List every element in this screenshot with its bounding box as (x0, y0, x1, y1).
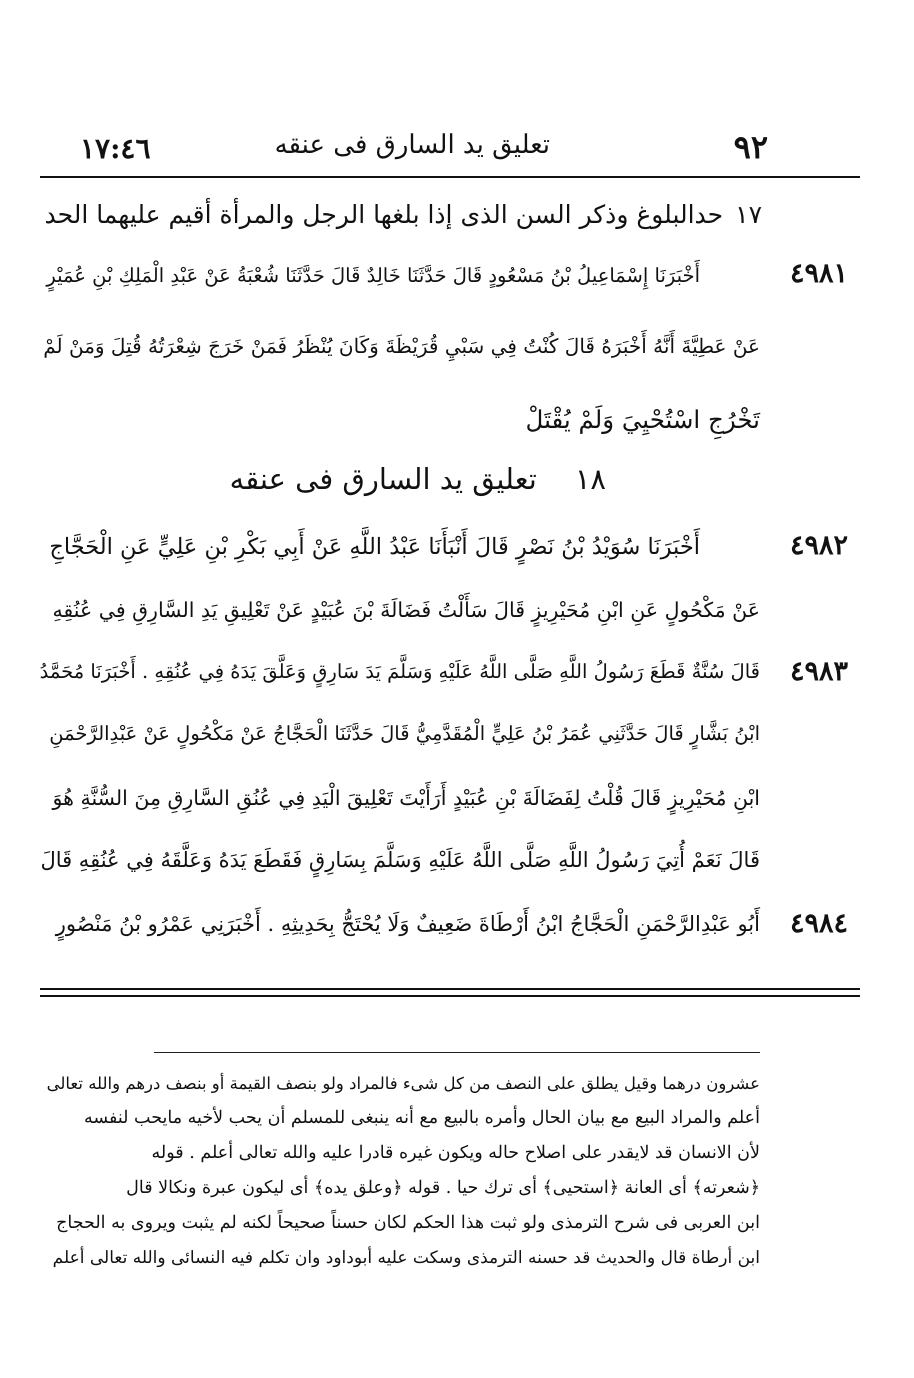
text-line: عَنْ مَكْحُولٍ عَنِ ابْنِ مُحَيْرِيزٍ قَالَ سَأَلْتُ فَضَالَةَ بْنَ عُبَيْدٍ عَنْ تَعْلِيقِ يَدِ السَّارِقِ فِي عُنُقِهِ (52, 598, 760, 622)
chapter-title: حدالبلوغ وذكر السن الذى إذا بلغها الرجل والمرأة أقيم عليهما الحد (44, 200, 724, 229)
text-line: عَنْ عَطِيَّةَ أَنَّهُ أَخْبَرَهُ قَالَ كُنْتُ فِي سَبْيِ قُرَيْظَةَ وَكَانَ يُنْظَرُ فَمَنْ خَرَجَ شِعْرَتُهُ قُتِلَ وَمَنْ لَمْ (43, 334, 760, 358)
text-line: أَخْبَرَنَا سُوَيْدُ بْنُ نَصْرٍ قَالَ أَنْبَأَنَا عَبْدُ اللَّهِ عَنْ أَبِي بَكْرِ بْنِ عَلِيٍّ عَنِ الْحَجَّاجِ (49, 534, 700, 560)
section-reference: ١٧:٤٦ (80, 132, 151, 165)
footnote-line: ابن أرطاة قال والحديث قد حسنه الترمذى وسكت عليه أبوداود وان تكلم فيه النسائى والله تعالى أعلم (52, 1248, 760, 1268)
hadith-number: ٤٩٨١ (789, 258, 848, 289)
hadith-number: ٤٩٨٤ (789, 908, 848, 939)
text-line: قَالَ سُنَّةٌ قَطَعَ رَسُولُ اللَّهِ صَلَّى اللَّهُ عَلَيْهِ وَسَلَّمَ يَدَ سَارِقٍ وَعَلَّقَ يَدَهُ فِي عُنُقِهِ . أَخْبَرَنَا مُحَمَّدُ (39, 660, 760, 683)
text-line: أَخْبَرَنَا إِسْمَاعِيلُ بْنُ مَسْعُودٍ قَالَ حَدَّثَنَا خَالِدٌ قَالَ حَدَّثَنَا شُعْبَةُ عَنْ عَبْدِ الْمَلِكِ بْنِ عُمَيْرٍ (46, 264, 700, 287)
header-rule (40, 176, 860, 178)
footnote-line: أعلم والمراد البيع مع بيان الحال وأمره بالبيع مع أنه ينبغى للمسلم أن يحب لأخيه مايحب لنفسه (84, 1108, 760, 1128)
chapter-heading (44, 200, 762, 229)
footnote-rule (154, 1052, 760, 1053)
double-rule-top (40, 988, 860, 990)
text-line: ابْنُ بَشَّارٍ قَالَ حَدَّثَنِي عُمَرُ بْنُ عَلِيٍّ الْمُقَدَّمِيُّ قَالَ حَدَّثَنَا الْحَجَّاجُ عَنْ مَكْحُولٍ عَنْ عَبْدِالرَّحْمَنِ (49, 722, 760, 745)
page-number: ٩٢ (733, 128, 768, 166)
running-title: تعليق يد السارق فى عنقه (274, 130, 550, 160)
chapter-heading (230, 462, 606, 496)
text-line: ابْنِ مُحَيْرِيزٍ قَالَ قُلْتُ لِفَضَالَةَ بْنِ عُبَيْدٍ أَرَأَيْتَ تَعْلِيقَ الْيَدِ فِي عُنُقِ السَّارِقِ مِنَ السُّنَّةِ هُوَ (52, 786, 760, 810)
chapter-number: ١٧ (735, 200, 762, 229)
footnote-line: عشرون درهما وقيل يطلق على النصف من كل شىء فالمراد ولو بنصف القيمة أو بنصف درهم والله تعالى (46, 1074, 760, 1093)
footnote-line: لأن الانسان قد لايقدر على اصلاح حاله ويكون غيره قادرا عليه والله تعالى أعلم . قوله (151, 1143, 760, 1163)
text-line: قَالَ نَعَمْ أُتِيَ رَسُولُ اللَّهِ صَلَّى اللَّهُ عَلَيْهِ وَسَلَّمَ بِسَارِقٍ فَقَطَعَ يَدَهُ وَعَلَّقَهُ فِي عُنُقِهِ قَالَ (40, 848, 760, 872)
footnote-line: ﴿شعرته﴾ أى العانة ﴿استحيى﴾ أى ترك حيا . قوله ﴿وعلق يده﴾ أى ليكون عبرة ونكالا قال (126, 1178, 760, 1198)
text-line: تَخْرُجِ اسْتُحْيِيَ وَلَمْ يُقْتَلْ (525, 405, 760, 434)
footnote-line: ابن العربى فى شرح الترمذى ولو ثبت هذا الحكم لكان حسناً صحيحاً لكنه لم يثبت ويروى به الحجاج (56, 1213, 760, 1233)
chapter-number: ١٨ (574, 462, 606, 496)
hadith-number: ٤٩٨٢ (789, 530, 848, 561)
running-header (40, 128, 860, 174)
hadith-number: ٤٩٨٣ (789, 656, 848, 687)
double-rule-bottom (40, 995, 860, 997)
chapter-title: تعليق يد السارق فى عنقه (229, 462, 537, 496)
text-line: أَبُو عَبْدِالرَّحْمَنِ الْحَجَّاجُ ابْنُ أَرْطَاةَ ضَعِيفٌ وَلَا يُحْتَجُّ بِحَدِيثِهِ . أَخْبَرَنِي عَمْرُو بْنُ مَنْصُورٍ (55, 912, 760, 936)
